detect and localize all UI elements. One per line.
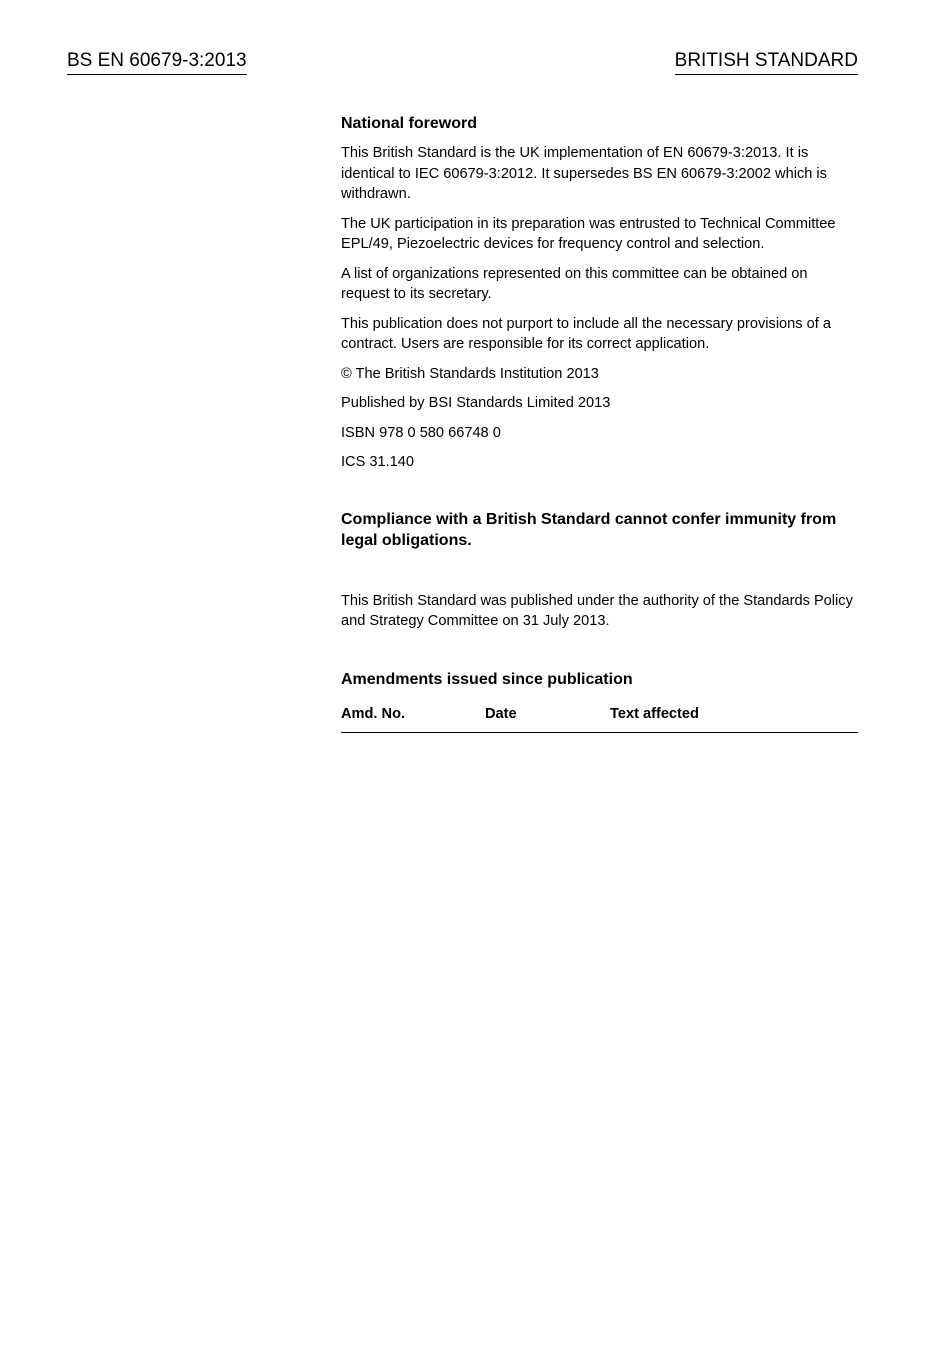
foreword-paragraph-disclaimer: This publication does not purport to include all the necessary provisions of a contract. Users are responsible for its correct application.	[341, 315, 831, 352]
column-header-amd-no: Amd. No.	[341, 705, 406, 722]
authority-statement: This British Standard was published under the authority of the Standards Policy and Strategy Committee on 31 July 2013.	[341, 592, 853, 629]
ics-line: ICS 31.140	[341, 454, 415, 470]
foreword-title: National foreword	[341, 115, 478, 132]
compliance-notice: Compliance with a British Standard cannot confer immunity from legal obligations.	[341, 510, 837, 549]
amendments-title: Amendments issued since publication	[341, 670, 633, 688]
foreword-paragraph-implementation: This British Standard is the UK implementation of EN 60679-3:2013. It is identical to IEC 60679-3:2012. It supersedes BS EN 60679-3:2002 which is withdrawn.	[341, 145, 827, 202]
document-code: BS EN 60679-3:2013	[67, 49, 247, 75]
amendments-table-header	[341, 704, 858, 733]
isbn-line: ISBN 978 0 580 66748 0	[341, 424, 501, 441]
copyright-line: © The British Standards Institution 2013	[341, 365, 599, 382]
standard-type-label: BRITISH STANDARD	[675, 49, 858, 75]
foreword-paragraph-organizations: A list of organizations represented on this committee can be obtained on request to its secretary.	[341, 265, 808, 302]
main-content	[341, 113, 858, 733]
column-header-text-affected: Text affected	[610, 705, 699, 722]
foreword-paragraph-participation: The UK participation in its preparation was entrusted to Technical Committee EPL/49, Piezoelectric devices for frequency control and selection.	[341, 215, 836, 252]
publisher-line: Published by BSI Standards Limited 2013	[341, 395, 611, 411]
column-header-date: Date	[485, 705, 517, 722]
